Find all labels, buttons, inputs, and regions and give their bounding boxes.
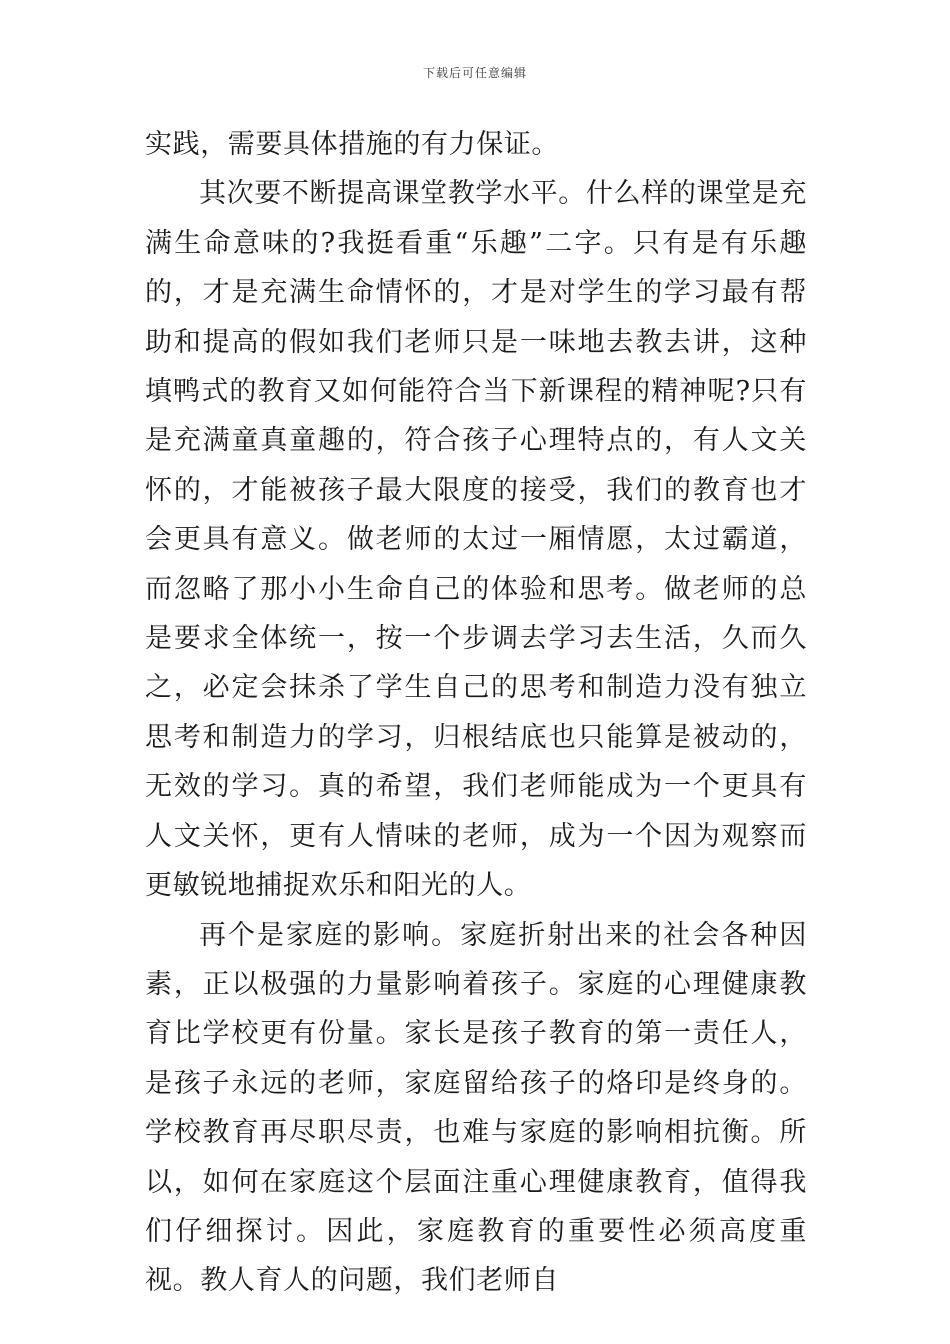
body-text — [145, 120, 807, 1306]
paragraph-2: 其次要不断提高课堂教学水平。什么样的课堂是充满生命意味的?我挺看重“乐趣”二字。只有是有乐趣的，才是充满生命情怀的，才是对学生的学习最有帮助和提高的假如我们老师只是一味地去教去讲，这种填鸭式的教育又如何能符合当下新课程的精神呢?只有是充满童真童趣的，符合孩子心理特点的，有人文关怀的，才能被孩子最大限度的接受，我们的教育也才会更具有意义。做老师的太过一厢情愿，太过霸道，而忽略了那小小生命自己的体验和思考。做老师的总是要求全体统一，按一个步调去学习去生活，久而久之，必定会抹杀了学生自己的思考和制造力没有独立思考和制造力的学习，归根结底也只能算是被动的，无效的学习。真的希望，我们老师能成为一个更具有人文关怀，更有人情味的老师，成为一个因为观察而更敏锐地捕捉欢乐和阳光的人。 — [145, 178, 807, 902]
paragraph-3: 再个是家庭的影响。家庭折射出来的社会各种因素，正以极强的力量影响着孩子。家庭的心理健康教育比学校更有份量。家长是孩子教育的第一责任人，是孩子永远的老师，家庭留给孩子的烙印是终身的。学校教育再尽职尽责，也难与家庭的影响相抗衡。所以，如何在家庭这个层面注重心理健康教育，值得我们仔细探讨。因此，家庭教育的重要性必须高度重视。教人育人的问题，我们老师自 — [145, 919, 807, 1297]
page-header: 下载后可任意编辑 — [422, 66, 527, 80]
paragraph-1: 实践，需要具体措施的有力保证。 — [145, 129, 559, 160]
